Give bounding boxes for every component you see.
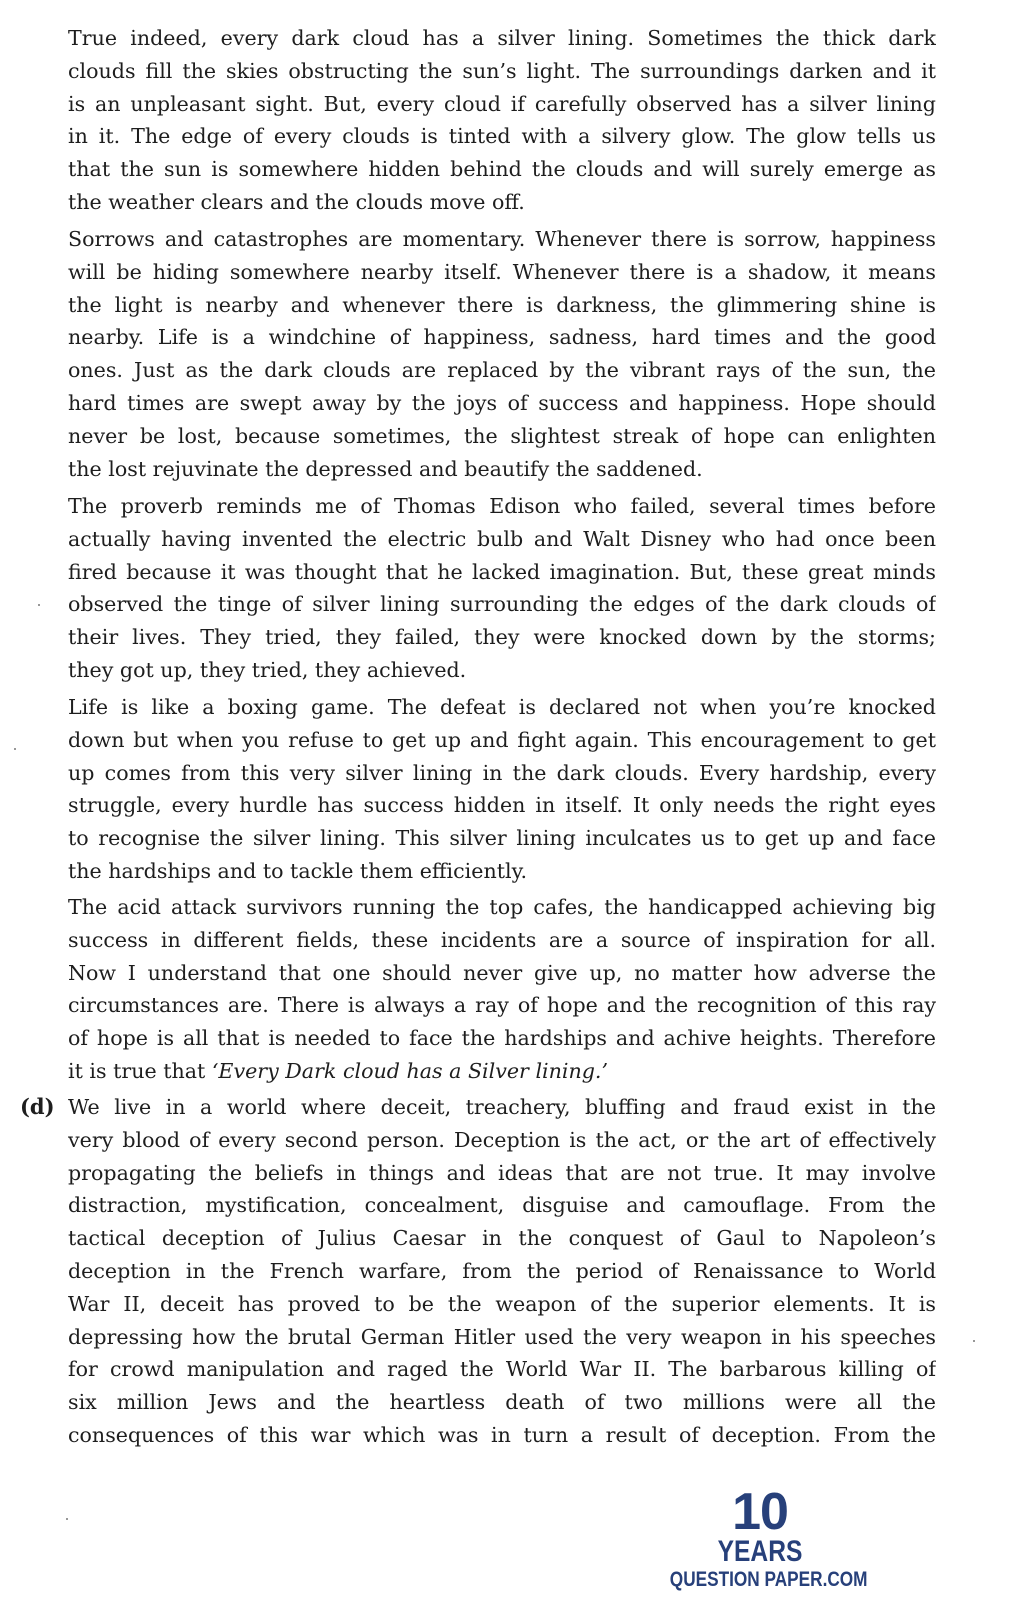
- text-line: the weather clears and the clouds move off.: [68, 189, 525, 214]
- text-line: the light is nearby and whenever there is darkness, the glimmering shine is: [68, 292, 936, 317]
- text-line: of hope is all that is needed to face the hardships and achive heights. Therefore: [68, 1026, 936, 1051]
- text-line: is an unpleasant sight. But, every cloud if carefully observed has a silver lining: [68, 91, 936, 116]
- watermark-logo: [650, 1483, 870, 1593]
- text-line: circumstances are. There is always a ray of hope and the recognition of this ray: [68, 993, 936, 1018]
- proverb-quote: ‘Every Dark cloud has a Silver lining.’: [211, 1058, 609, 1083]
- watermark-years: YEARS: [717, 1535, 803, 1568]
- scan-speck: [973, 1340, 975, 1342]
- text-line: True indeed, every dark cloud has a silver lining. Sometimes the thick dark: [68, 26, 936, 50]
- text-line: their lives. They tried, they failed, they were knocked down by the storms;: [68, 625, 936, 650]
- text-line: actually having invented the electric bulb and Walt Disney who had once been: [68, 526, 936, 551]
- watermark-site: QUESTION PAPER.COM: [669, 1568, 868, 1591]
- text-line: nearby. Life is a windchine of happiness, sadness, hard times and the good: [68, 325, 936, 350]
- text-line: Life is like a boxing game. The defeat is declared not when you’re knocked: [68, 695, 936, 719]
- text-line: depressing how the brutal German Hitler used the very weapon in his speeches: [68, 1324, 936, 1349]
- text-line: War II, deceit has proved to be the weapon of the superior elements. It is: [68, 1291, 936, 1316]
- text-line: up comes from this very silver lining in the dark clouds. Every hardship, every: [68, 760, 936, 785]
- scan-speck: [66, 1518, 68, 1520]
- text-line: will be hiding somewhere nearby itself. Whenever there is a shadow, it means: [68, 259, 936, 284]
- text-line: [68, 1055, 936, 1088]
- text-line: to recognise the silver lining. This silver lining inculcates us to get up and face: [68, 826, 936, 851]
- final-line-prefix: it is true that: [68, 1058, 212, 1083]
- text-line: in it. The edge of every clouds is tinted with a silvery glow. The glow tells us: [68, 124, 936, 149]
- text-line: The acid attack survivors running the top cafes, the handicapped achieving big: [68, 895, 936, 919]
- text-line: clouds fill the skies obstructing the sun’s light. The surroundings darken and it: [68, 58, 936, 83]
- text-line: six million Jews and the heartless death of two millions were all the: [68, 1390, 936, 1415]
- text-line: The proverb reminds me of Thomas Edison who failed, several times before: [68, 494, 936, 518]
- text-line: struggle, every hurdle has success hidden in itself. It only needs the right eyes: [68, 793, 936, 818]
- text-line: hard times are swept away by the joys of success and happiness. Hope should: [68, 390, 936, 415]
- text-line: tactical deception of Julius Caesar in the conquest of Gaul to Napoleon’s: [68, 1226, 936, 1251]
- text-line: Sorrows and catastrophes are momentary. Whenever there is sorrow, happiness: [68, 227, 936, 251]
- text-line: ones. Just as the dark clouds are replaced by the vibrant rays of the sun, the: [68, 358, 936, 383]
- text-line: deception in the French warfare, from the period of Renaissance to World: [68, 1258, 936, 1283]
- text-line: consequences of this war which was in turn a result of deception. From the: [68, 1422, 936, 1447]
- watermark-number: 10: [732, 1483, 788, 1541]
- paragraph-d: [68, 1091, 936, 1452]
- text-line: the hardships and to tackle them efficiently.: [68, 858, 528, 883]
- text-line: never be lost, because sometimes, the slightest streak of hope can enlighten: [68, 423, 936, 448]
- paragraph-1: [68, 22, 936, 219]
- paragraph-3: [68, 490, 936, 687]
- scan-speck: [14, 748, 16, 750]
- scan-speck: [38, 604, 40, 606]
- text-line: fired because it was thought that he lacked imagination. But, these great minds: [68, 559, 936, 584]
- text-line: distraction, mystification, concealment, disguise and camouflage. From the: [68, 1193, 936, 1218]
- text-line: observed the tinge of silver lining surrounding the edges of the dark clouds of: [68, 592, 936, 617]
- section-label-d: (d): [20, 1094, 55, 1119]
- paragraph-5: [68, 891, 936, 1088]
- text-line: Now I understand that one should never give up, no matter how adverse the: [68, 960, 936, 985]
- text-line: very blood of every second person. Deception is the act, or the art of effectively: [68, 1127, 936, 1152]
- text-line: for crowd manipulation and raged the World War II. The barbarous killing of: [68, 1357, 936, 1382]
- text-line: down but when you refuse to get up and fight again. This encouragement to get: [68, 727, 936, 752]
- text-line: success in different fields, these incidents are a source of inspiration for all.: [68, 927, 936, 952]
- text-line: propagating the beliefs in things and ideas that are not true. It may involve: [68, 1160, 936, 1185]
- text-line: they got up, they tried, they achieved.: [68, 657, 467, 682]
- paragraph-4: [68, 691, 936, 888]
- paragraph-2: [68, 223, 936, 485]
- text-line: that the sun is somewhere hidden behind the clouds and will surely emerge as: [68, 157, 936, 182]
- text-line: the lost rejuvinate the depressed and beautify the saddened.: [68, 456, 703, 481]
- text-line: We live in a world where deceit, treachery, bluffing and fraud exist in the: [68, 1095, 936, 1119]
